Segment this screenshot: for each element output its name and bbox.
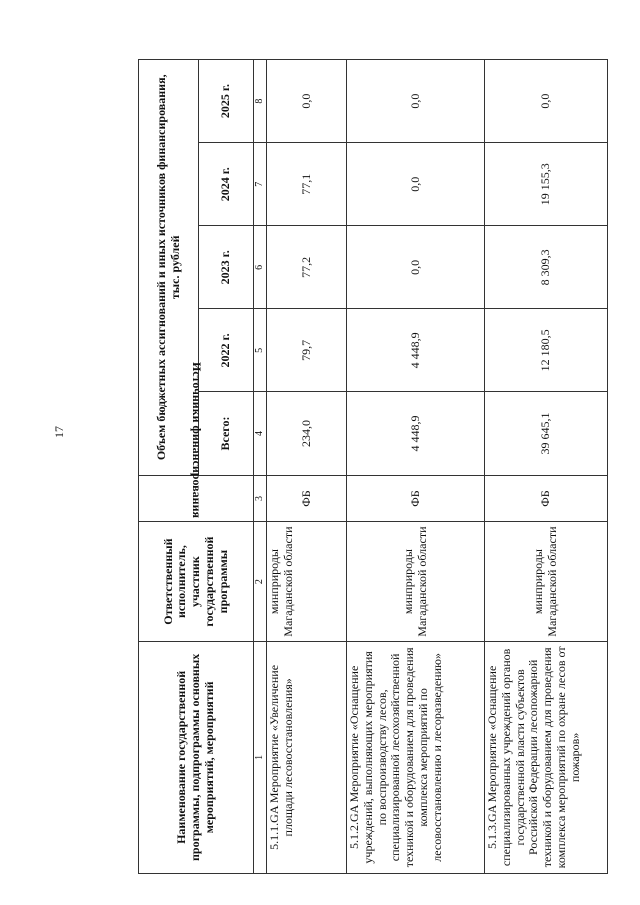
row-2022: 79,7 [267, 309, 347, 392]
header-executor: Ответственный исполнитель, участник государственной программы [139, 522, 254, 641]
col-number: 2 [254, 522, 267, 641]
row-2022: 12 180,5 [485, 309, 608, 392]
row-2024: 0,0 [347, 143, 485, 226]
header-2022: 2022 г. [199, 309, 254, 392]
row-2023: 8 309,3 [485, 226, 608, 309]
row-executor: минприроды Магаданской области [347, 522, 485, 641]
row-2024: 19 155,3 [485, 143, 608, 226]
header-source-text: Источники финансирования [189, 362, 204, 519]
col-number: 4 [254, 392, 267, 475]
table-row [347, 60, 485, 874]
row-total: 4 448,9 [347, 392, 485, 475]
table-row [267, 60, 347, 874]
row-name: 5.1.3.GA Мероприятие «Оснащение специализированных учреждений органов государственной власти субъектов Российской Федерации лесопожарной техникой и оборудованием для проведения комплекса мероприятий по охране лесов от пожаров» [485, 641, 608, 873]
header-name: Наименование государственной программы, подпрограммы основных мероприятий, мероприятий [139, 641, 254, 873]
header-2024: 2024 г. [199, 143, 254, 226]
col-number: 3 [254, 475, 267, 522]
col-number: 5 [254, 309, 267, 392]
header-2025: 2025 г. [199, 60, 254, 143]
row-name: 5.1.1.GA Мероприятие «Увеличение площади лесовосстановления» [267, 641, 347, 873]
budget-table [138, 59, 608, 874]
row-source: ФБ [347, 475, 485, 522]
col-number: 8 [254, 60, 267, 143]
row-total: 234,0 [267, 392, 347, 475]
row-2025: 0,0 [267, 60, 347, 143]
column-number-row [254, 60, 267, 874]
row-source: ФБ [267, 475, 347, 522]
row-source: ФБ [485, 475, 608, 522]
row-2022: 4 448,9 [347, 309, 485, 392]
col-number: 1 [254, 641, 267, 873]
row-2023: 77,2 [267, 226, 347, 309]
row-2024: 77,1 [267, 143, 347, 226]
rotated-table-wrapper [138, 59, 606, 874]
header-2023: 2023 г. [199, 226, 254, 309]
page-number: 17 [52, 426, 66, 438]
row-2025: 0,0 [347, 60, 485, 143]
row-2023: 0,0 [347, 226, 485, 309]
header-total: Всего: [199, 392, 254, 475]
header-volume: Объем бюджетных ассигнований и иных источников финансирования, тыс. рублей [139, 60, 199, 476]
row-name: 5.1.2.GA Мероприятие «Оснащение учреждений, выполняющих мероприятия по воспроизводству лесов, специализированной лесохозяйственной техникой и оборудованием для проведения комплекса мероприятий по лесовосстановлению и лесоразведению» [347, 641, 485, 873]
row-executor: минприроды Магаданской области [267, 522, 347, 641]
row-2025: 0,0 [485, 60, 608, 143]
col-number: 6 [254, 226, 267, 309]
table-row [485, 60, 608, 874]
col-number: 7 [254, 143, 267, 226]
row-total: 39 645,1 [485, 392, 608, 475]
row-executor: минприроды Магаданской области [485, 522, 608, 641]
